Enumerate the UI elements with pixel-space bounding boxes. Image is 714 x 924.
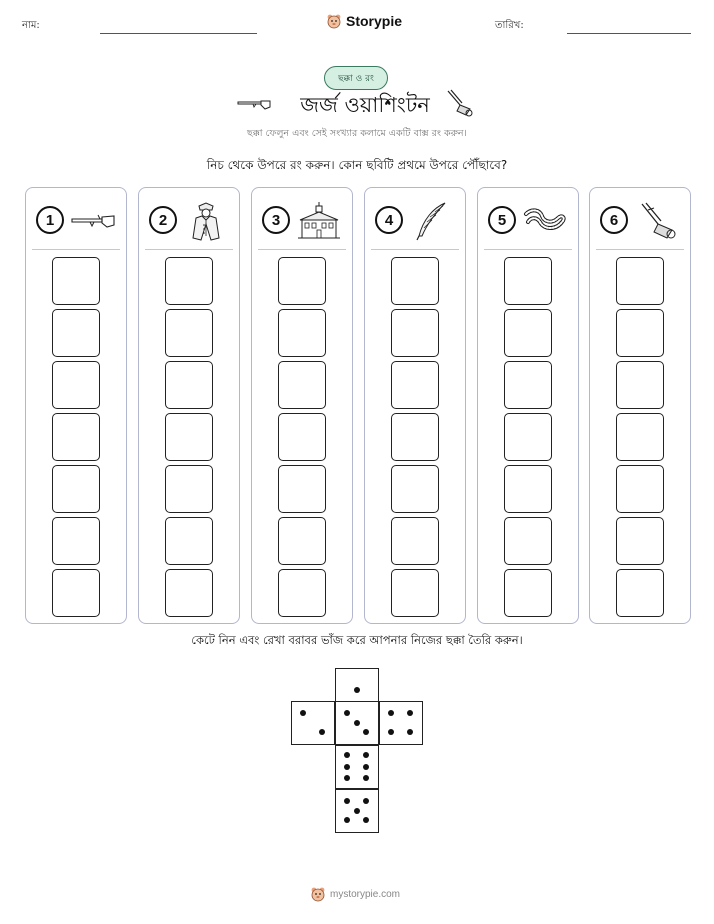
- dice-pip: [344, 798, 350, 804]
- brand-name: Storypie: [346, 13, 403, 29]
- dice-pip: [354, 720, 360, 726]
- color-box[interactable]: [165, 257, 213, 305]
- column-number: 2: [149, 206, 177, 234]
- column-number: 4: [375, 206, 403, 234]
- plow-icon: [634, 200, 680, 242]
- dice-pip: [388, 729, 394, 735]
- activity-tag: ছক্কা ও রং: [324, 66, 388, 90]
- color-box[interactable]: [616, 257, 664, 305]
- color-box[interactable]: [52, 309, 100, 357]
- dice-pip: [300, 710, 306, 716]
- color-box[interactable]: [165, 309, 213, 357]
- column-number: 1: [36, 206, 64, 234]
- footer: [310, 886, 400, 902]
- color-box[interactable]: [504, 465, 552, 513]
- footer-url[interactable]: mystorypie.com: [330, 888, 401, 900]
- dice-pip: [388, 710, 394, 716]
- color-box[interactable]: [391, 361, 439, 409]
- column-number: 3: [262, 206, 290, 234]
- color-box[interactable]: [504, 309, 552, 357]
- color-box[interactable]: [616, 361, 664, 409]
- color-box[interactable]: [391, 569, 439, 617]
- column-number: 5: [488, 206, 516, 234]
- race-column-5: [477, 187, 579, 624]
- column-divider: [371, 249, 459, 250]
- color-box[interactable]: [278, 257, 326, 305]
- color-box[interactable]: [165, 517, 213, 565]
- color-box[interactable]: [278, 309, 326, 357]
- quill-pen-icon: [409, 200, 455, 242]
- column-number: 6: [600, 206, 628, 234]
- mount-vernon-house-icon: [296, 200, 342, 242]
- color-box[interactable]: [165, 465, 213, 513]
- dice-pip: [354, 808, 360, 814]
- brand-logo: [326, 13, 402, 29]
- color-box[interactable]: [278, 465, 326, 513]
- dice-pip: [344, 710, 350, 716]
- color-box[interactable]: [52, 517, 100, 565]
- race-column-2: [138, 187, 240, 624]
- color-box[interactable]: [391, 517, 439, 565]
- color-box[interactable]: [165, 413, 213, 461]
- name-line[interactable]: [100, 33, 257, 34]
- instructions: ছক্কা ফেলুন এবং সেই সংখ্যার কলামে একটি বাক্স রং করুন।: [247, 128, 467, 139]
- bear-logo-icon: [310, 886, 326, 902]
- color-box[interactable]: [278, 413, 326, 461]
- dice-pip: [319, 729, 325, 735]
- color-box[interactable]: [391, 413, 439, 461]
- color-box[interactable]: [52, 257, 100, 305]
- column-divider: [145, 249, 233, 250]
- dice-pip: [363, 817, 369, 823]
- musket-icon: [237, 96, 271, 110]
- color-box[interactable]: [52, 413, 100, 461]
- color-box[interactable]: [52, 465, 100, 513]
- color-box[interactable]: [504, 517, 552, 565]
- dice-pip: [407, 729, 413, 735]
- color-box[interactable]: [391, 465, 439, 513]
- dice-pip: [363, 798, 369, 804]
- cut-instructions: কেটে নিন এবং রেখা বরাবর ভাঁজ করে আপনার নিজের ছক্কা তৈরি করুন।: [191, 633, 523, 647]
- color-box[interactable]: [616, 517, 664, 565]
- color-box[interactable]: [278, 569, 326, 617]
- dice-face-6: [335, 745, 379, 789]
- color-box[interactable]: [391, 309, 439, 357]
- color-box[interactable]: [52, 569, 100, 617]
- plow-icon: [444, 87, 476, 119]
- measuring-tape-icon: [522, 200, 568, 242]
- dice-pip: [363, 729, 369, 735]
- color-box[interactable]: [391, 257, 439, 305]
- race-column-1: [25, 187, 127, 624]
- column-divider: [484, 249, 572, 250]
- color-box[interactable]: [165, 569, 213, 617]
- question: নিচ থেকে উপরে রং করুন। কোন ছবিটি প্রথমে উপরে পৌঁছাবে?: [206, 158, 508, 172]
- race-column-3: [251, 187, 353, 624]
- dice-pip: [344, 775, 350, 781]
- dice-face-4: [379, 701, 423, 745]
- color-box[interactable]: [52, 361, 100, 409]
- dice-pip: [363, 775, 369, 781]
- race-column-6: [589, 187, 691, 624]
- name-label: নাম:: [22, 20, 40, 31]
- date-line[interactable]: [567, 33, 691, 34]
- color-box[interactable]: [616, 569, 664, 617]
- colonial-coat-icon: [183, 200, 229, 242]
- color-box[interactable]: [278, 361, 326, 409]
- column-divider: [32, 249, 120, 250]
- color-box[interactable]: [278, 517, 326, 565]
- column-divider: [596, 249, 684, 250]
- color-box[interactable]: [504, 413, 552, 461]
- color-box[interactable]: [504, 569, 552, 617]
- color-box[interactable]: [616, 465, 664, 513]
- dice-pip: [344, 764, 350, 770]
- dice-pip: [363, 752, 369, 758]
- dice-face-3: [335, 701, 379, 745]
- color-box[interactable]: [616, 413, 664, 461]
- page-title: জর্জ ওয়াশিংটন: [300, 93, 430, 117]
- date-label: তারিখ:: [495, 20, 524, 31]
- musket-icon: [70, 200, 116, 242]
- dice-face-5: [335, 789, 379, 833]
- color-box[interactable]: [165, 361, 213, 409]
- column-divider: [258, 249, 346, 250]
- dice-pip: [407, 710, 413, 716]
- dice-pip: [354, 687, 360, 693]
- race-column-4: [364, 187, 466, 624]
- color-box[interactable]: [504, 257, 552, 305]
- bear-logo-icon: [326, 13, 342, 29]
- dice-pip: [344, 817, 350, 823]
- dice-pip: [344, 752, 350, 758]
- dice-pip: [363, 764, 369, 770]
- color-box[interactable]: [616, 309, 664, 357]
- dice-face-2: [291, 701, 335, 745]
- color-box[interactable]: [504, 361, 552, 409]
